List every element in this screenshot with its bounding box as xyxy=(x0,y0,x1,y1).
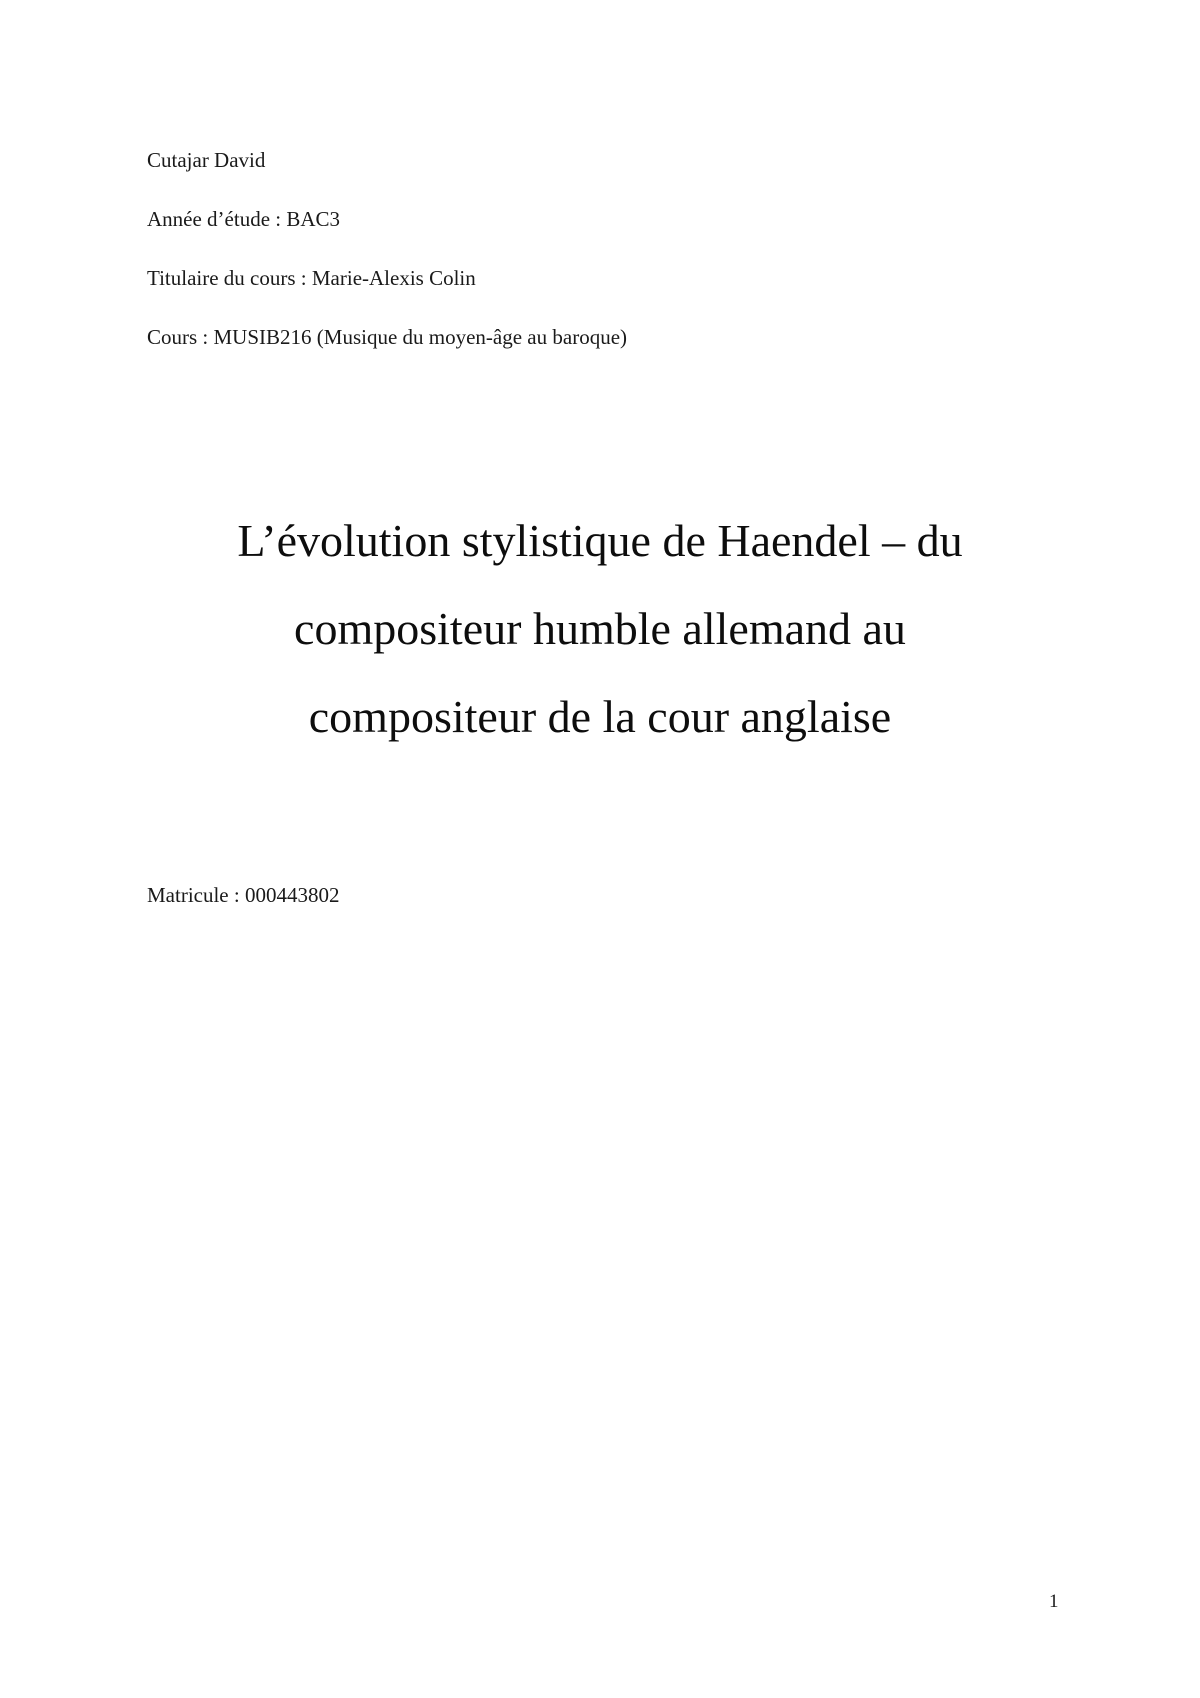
study-year: Année d’étude : BAC3 xyxy=(147,207,341,231)
author-name: Cutajar David xyxy=(147,148,266,172)
course-name: Cours : MUSIB216 (Musique du moyen-âge au baroque) xyxy=(147,325,628,349)
title-line-3: compositeur de la cour anglaise xyxy=(308,691,892,742)
course-teacher: Titulaire du cours : Marie-Alexis Colin xyxy=(147,266,476,290)
page-number: 1 xyxy=(1049,1591,1059,1612)
student-matricule: Matricule : 000443802 xyxy=(147,883,340,907)
document-title xyxy=(100,497,1100,761)
title-line-2: compositeur humble allemand au xyxy=(294,603,906,654)
title-line-1: L’évolution stylistique de Haendel – du xyxy=(237,515,963,566)
